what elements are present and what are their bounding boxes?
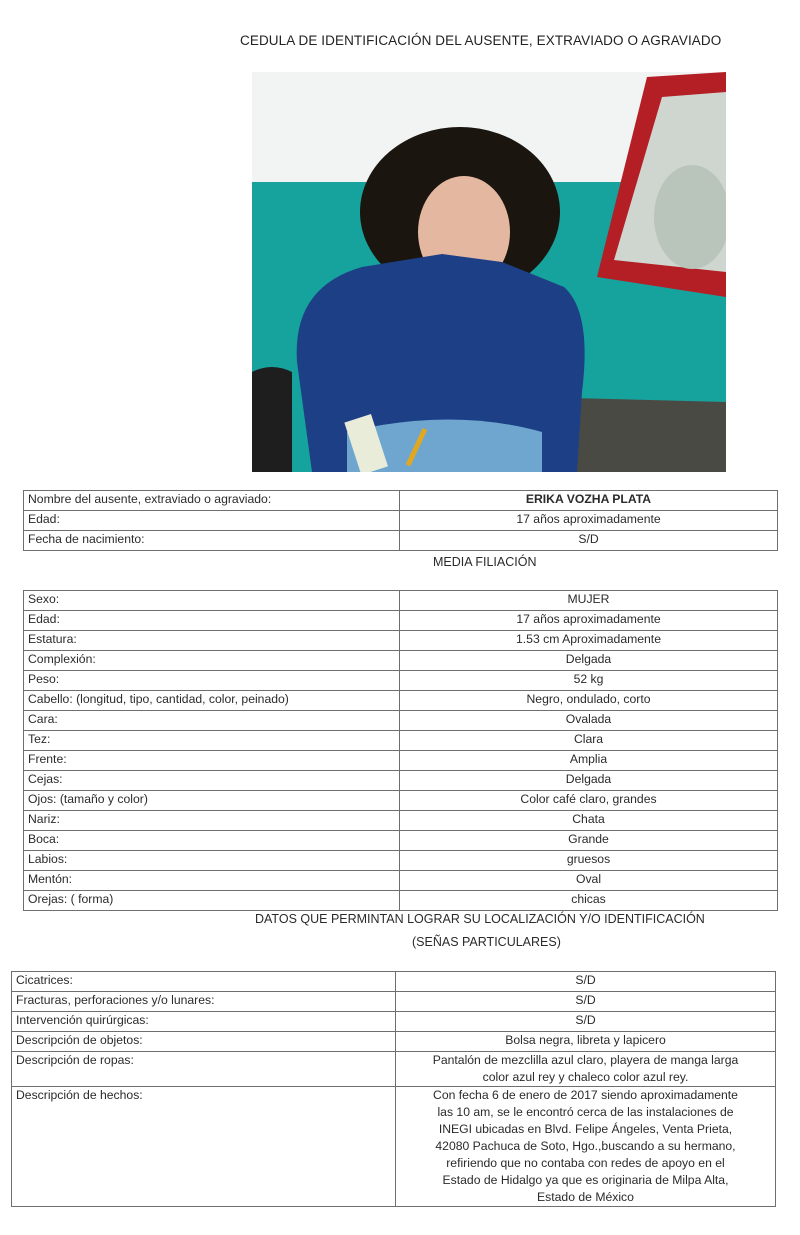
row-value: S/D: [400, 531, 778, 551]
row-value: Chata: [400, 811, 778, 831]
row-label: Sexo:: [24, 591, 400, 611]
row-label: Descripción de hechos:: [12, 1087, 396, 1207]
value-line: Estado de Hidalgo ya que es originaria de Milpa Alta,: [442, 1173, 729, 1187]
row-value: S/D: [396, 972, 776, 992]
value-line: Con fecha 6 de enero de 2017 siendo aproximadamente: [433, 1088, 738, 1102]
section-heading-media-filiacion: MEDIA FILIACIÓN: [433, 555, 537, 569]
row-label: Descripción de ropas:: [12, 1052, 396, 1087]
row-value: Color café claro, grandes: [400, 791, 778, 811]
section-heading-senas: DATOS QUE PERMINTAN LOGRAR SU LOCALIZACIÓN Y/O IDENTIFICACIÓN: [255, 912, 705, 926]
row-value: Oval: [400, 871, 778, 891]
photo-illustration: [252, 72, 726, 472]
row-value: 17 años aproximadamente: [400, 611, 778, 631]
senas-particulares-table: [11, 971, 776, 1207]
row-value: 52 kg: [400, 671, 778, 691]
table-row: [24, 791, 778, 811]
table-row: [24, 531, 778, 551]
row-label: Intervención quirúrgicas:: [12, 1012, 396, 1032]
row-label: Orejas: ( forma): [24, 891, 400, 911]
value-line: color azul rey y chaleco color azul rey.: [482, 1070, 689, 1084]
row-value: Grande: [400, 831, 778, 851]
table-row: [24, 771, 778, 791]
table-row: [24, 611, 778, 631]
row-label: Peso:: [24, 671, 400, 691]
media-filiacion-table: [23, 590, 778, 911]
table-row: [24, 871, 778, 891]
table-row: [24, 711, 778, 731]
row-label: Estatura:: [24, 631, 400, 651]
table-row: [12, 972, 776, 992]
row-value: MUJER: [400, 591, 778, 611]
person-photo: [252, 72, 726, 472]
row-label: Labios:: [24, 851, 400, 871]
table-row: [24, 511, 778, 531]
row-value: Amplia: [400, 751, 778, 771]
row-label: Fecha de nacimiento:: [24, 531, 400, 551]
value-line: refiriendo que no contaba con redes de apoyo en el: [446, 1156, 725, 1170]
row-value: 17 años aproximadamente: [400, 511, 778, 531]
table-row: [12, 1052, 776, 1087]
row-label: Frente:: [24, 751, 400, 771]
row-label: Cabello: (longitud, tipo, cantidad, color, peinado): [24, 691, 400, 711]
row-label: Ojos: (tamaño y color): [24, 791, 400, 811]
row-label: Cicatrices:: [12, 972, 396, 992]
row-label: Boca:: [24, 831, 400, 851]
row-value: Delgada: [400, 651, 778, 671]
row-label: Edad:: [24, 511, 400, 531]
document-title: CEDULA DE IDENTIFICACIÓN DEL AUSENTE, EXTRAVIADO O AGRAVIADO: [240, 33, 722, 48]
table-row: [24, 811, 778, 831]
row-value: S/D: [396, 1012, 776, 1032]
value-line: INEGI ubicadas en Blvd. Felipe Ángeles, Venta Prieta,: [438, 1122, 733, 1136]
row-label: Tez:: [24, 731, 400, 751]
row-label: Complexión:: [24, 651, 400, 671]
row-label: Cara:: [24, 711, 400, 731]
row-label: Nariz:: [24, 811, 400, 831]
table-row: [24, 591, 778, 611]
row-value: Bolsa negra, libreta y lapicero: [396, 1032, 776, 1052]
row-value-multiline: [396, 1087, 776, 1207]
row-value: Delgada: [400, 771, 778, 791]
person-name: ERIKA VOZHA PLATA: [400, 491, 778, 511]
row-label: Edad:: [24, 611, 400, 631]
row-value: Negro, ondulado, corto: [400, 691, 778, 711]
row-label: Cejas:: [24, 771, 400, 791]
table-row: [24, 631, 778, 651]
identity-table: [23, 490, 778, 551]
row-value: gruesos: [400, 851, 778, 871]
table-row: [12, 1012, 776, 1032]
row-label: Nombre del ausente, extraviado o agraviado:: [24, 491, 400, 511]
row-label: Descripción de objetos:: [12, 1032, 396, 1052]
row-value: Ovalada: [400, 711, 778, 731]
table-row: [24, 751, 778, 771]
table-row: [12, 1032, 776, 1052]
table-row: [24, 651, 778, 671]
table-row: [24, 691, 778, 711]
value-line: las 10 am, se le encontró cerca de las instalaciones de: [437, 1105, 734, 1119]
table-row: [24, 731, 778, 751]
table-row: [24, 671, 778, 691]
row-value-multiline: [396, 1052, 776, 1087]
table-row: [24, 851, 778, 871]
row-label: Fracturas, perforaciones y/o lunares:: [12, 992, 396, 1012]
row-value: S/D: [396, 992, 776, 1012]
table-row: [24, 491, 778, 511]
value-line: Estado de México: [537, 1190, 634, 1204]
photo-bag: [252, 367, 292, 472]
row-label: Mentón:: [24, 871, 400, 891]
table-row: [12, 992, 776, 1012]
row-value: 1.53 cm Aproximadamente: [400, 631, 778, 651]
table-row: [12, 1087, 776, 1207]
row-value: chicas: [400, 891, 778, 911]
value-line: Pantalón de mezclilla azul claro, playera de manga larga: [432, 1053, 739, 1067]
row-value: Clara: [400, 731, 778, 751]
table-row: [24, 831, 778, 851]
section-subheading-senas: (SEÑAS PARTICULARES): [412, 935, 561, 949]
table-row: [24, 891, 778, 911]
value-line: 42080 Pachuca de Soto, Hgo.,buscando a su hermano,: [435, 1139, 736, 1153]
